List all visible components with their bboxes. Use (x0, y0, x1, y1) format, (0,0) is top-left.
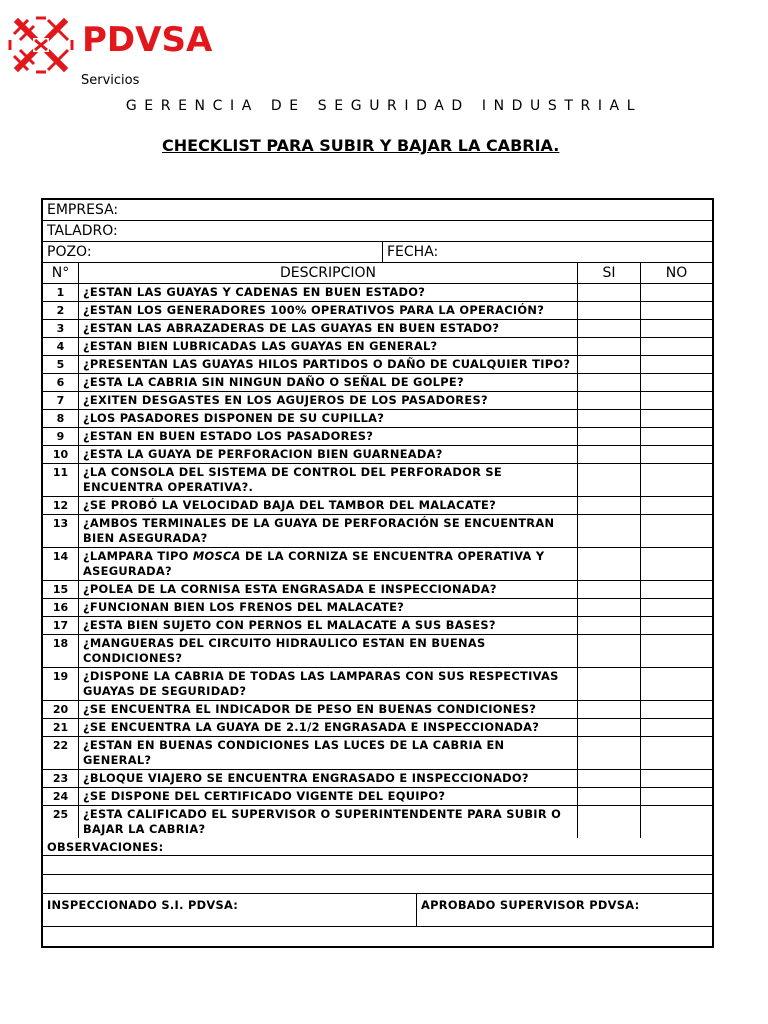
checkbox-no[interactable] (641, 788, 712, 805)
table-row (43, 719, 712, 737)
table-row (43, 374, 712, 392)
checklist-form (41, 198, 714, 948)
item-number: 24 (43, 788, 79, 805)
checkbox-no[interactable] (641, 374, 712, 391)
item-description: ¿ESTA BIEN SUJETO CON PERNOS EL MALACATE A SUS BASES? (79, 617, 578, 634)
checkbox-si[interactable] (578, 446, 641, 463)
aprobado-field[interactable]: APROBADO SUPERVISOR PDVSA: (421, 898, 640, 912)
item-number: 19 (43, 668, 79, 700)
table-row (43, 770, 712, 788)
item-number: 20 (43, 701, 79, 718)
table-row (43, 701, 712, 719)
pozo-fecha-row (43, 242, 712, 263)
checkbox-si[interactable] (578, 374, 641, 391)
checkbox-si[interactable] (578, 515, 641, 547)
item-number: 7 (43, 392, 79, 409)
table-row (43, 581, 712, 599)
item-description: ¿SE PROBÓ LA VELOCIDAD BAJA DEL TAMBOR DEL MALACATE? (79, 497, 578, 514)
item-number: 15 (43, 581, 79, 598)
item-description: ¿LA CONSOLA DEL SISTEMA DE CONTROL DEL PERFORADOR SE ENCUENTRA OPERATIVA?. (79, 464, 578, 496)
item-description-emphasis: MOSCA (192, 549, 241, 563)
document-title (162, 136, 559, 155)
checkbox-no[interactable] (641, 806, 712, 838)
item-number: 6 (43, 374, 79, 391)
checkbox-no[interactable] (641, 548, 712, 580)
item-description: ¿DISPONE LA CABRIA DE TODAS LAS LAMPARAS CON SUS RESPECTIVAS GUAYAS DE SEGURIDAD? (79, 668, 578, 700)
item-number: 12 (43, 497, 79, 514)
table-row (43, 464, 712, 497)
checkbox-si[interactable] (578, 428, 641, 445)
item-description: ¿PRESENTAN LAS GUAYAS HILOS PARTIDOS O DAÑO DE CUALQUIER TIPO? (79, 356, 578, 373)
signature-row (43, 894, 712, 927)
item-number: 1 (43, 284, 79, 301)
item-number: 10 (43, 446, 79, 463)
checkbox-no[interactable] (641, 392, 712, 409)
checkbox-no[interactable] (641, 464, 712, 496)
checkbox-no[interactable] (641, 701, 712, 718)
table-row (43, 635, 712, 668)
inspeccionado-field[interactable]: INSPECCIONADO S.I. PDVSA: (43, 894, 417, 926)
checkbox-no[interactable] (641, 719, 712, 736)
item-number: 25 (43, 806, 79, 838)
checkbox-si[interactable] (578, 497, 641, 514)
table-row (43, 356, 712, 374)
checkbox-si[interactable] (578, 599, 641, 616)
checkbox-no[interactable] (641, 320, 712, 337)
item-number: 16 (43, 599, 79, 616)
item-number: 23 (43, 770, 79, 787)
document-title-text: CHECKLIST PARA SUBIR Y BAJAR LA CABRIA. (162, 136, 560, 155)
pdvsa-logo (8, 14, 248, 76)
checkbox-si[interactable] (578, 668, 641, 700)
item-description: ¿LOS PASADORES DISPONEN DE SU CUPILLA? (79, 410, 578, 427)
taladro-field[interactable]: TALADRO: (47, 223, 118, 239)
checkbox-no[interactable] (641, 581, 712, 598)
observaciones-line-2[interactable] (43, 875, 712, 894)
item-description: ¿ESTA LA GUAYA DE PERFORACION BIEN GUARNEADA? (79, 446, 578, 463)
observaciones-line-1[interactable] (43, 856, 712, 875)
item-number: 21 (43, 719, 79, 736)
checkbox-si[interactable] (578, 284, 641, 301)
table-row (43, 788, 712, 806)
brand-name: PDVSA (82, 20, 213, 60)
checkbox-no[interactable] (641, 515, 712, 547)
pdvsa-sun-icon (8, 14, 74, 76)
column-header-si: SI (578, 263, 641, 283)
item-number: 13 (43, 515, 79, 547)
checkbox-no[interactable] (641, 599, 712, 616)
brand-subtitle: Servicios (81, 73, 140, 88)
checkbox-si[interactable] (578, 320, 641, 337)
checkbox-si[interactable] (578, 737, 641, 769)
table-row (43, 338, 712, 356)
department-heading: GERENCIA DE SEGURIDAD INDUSTRIAL (125, 98, 643, 114)
checkbox-si[interactable] (578, 410, 641, 427)
checkbox-si[interactable] (578, 806, 641, 838)
checkbox-si[interactable] (578, 635, 641, 667)
item-description: ¿FUNCIONAN BIEN LOS FRENOS DEL MALACATE? (79, 599, 578, 616)
item-description: ¿SE ENCUENTRA LA GUAYA DE 2.1/2 ENGRASADA E INSPECCIONADA? (79, 719, 578, 736)
item-description: ¿POLEA DE LA CORNISA ESTA ENGRASADA E INSPECCIONADA? (79, 581, 578, 598)
checkbox-no[interactable] (641, 410, 712, 427)
item-description: ¿ESTAN BIEN LUBRICADAS LAS GUAYAS EN GENERAL? (79, 338, 578, 355)
checkbox-si[interactable] (578, 617, 641, 634)
empresa-row (43, 200, 712, 221)
checkbox-no[interactable] (641, 428, 712, 445)
column-header-no: NO (665, 265, 688, 281)
table-row (43, 410, 712, 428)
item-number: 11 (43, 464, 79, 496)
checkbox-si[interactable] (578, 464, 641, 496)
checkbox-si[interactable] (578, 338, 641, 355)
checkbox-si[interactable] (578, 719, 641, 736)
checkbox-si[interactable] (578, 392, 641, 409)
item-description: ¿SE DISPONE DEL CERTIFICADO VIGENTE DEL EQUIPO? (79, 788, 578, 805)
item-description: ¿ESTAN EN BUENAS CONDICIONES LAS LUCES DE LA CABRIA EN GENERAL? (79, 737, 578, 769)
table-row (43, 737, 712, 770)
checkbox-no[interactable] (641, 497, 712, 514)
item-description: ¿MANGUERAS DEL CIRCUITO HIDRAULICO ESTAN EN BUENAS CONDICIONES? (79, 635, 578, 667)
table-row (43, 548, 712, 581)
checkbox-si[interactable] (578, 701, 641, 718)
item-number: 8 (43, 410, 79, 427)
checkbox-no[interactable] (641, 284, 712, 301)
table-row (43, 320, 712, 338)
table-row (43, 668, 712, 701)
pozo-field[interactable]: POZO: (43, 242, 383, 262)
checkbox-no[interactable] (641, 635, 712, 667)
item-description-part: ¿LAMPARA TIPO (83, 549, 193, 563)
checkbox-no[interactable] (641, 338, 712, 355)
table-row (43, 806, 712, 838)
table-row (43, 617, 712, 635)
column-header-description: DESCRIPCION (79, 263, 578, 283)
observaciones-row (43, 838, 712, 856)
checkbox-si[interactable] (578, 356, 641, 373)
checkbox-no[interactable] (641, 668, 712, 700)
checkbox-no[interactable] (641, 737, 712, 769)
column-header-number: N° (43, 263, 79, 283)
checkbox-no[interactable] (641, 446, 712, 463)
item-description: ¿ESTAN EN BUEN ESTADO LOS PASADORES? (79, 428, 578, 445)
item-number: 2 (43, 302, 79, 319)
item-number: 4 (43, 338, 79, 355)
checkbox-si[interactable] (578, 302, 641, 319)
item-description: ¿ESTAN LAS GUAYAS Y CADENAS EN BUEN ESTADO? (79, 284, 578, 301)
item-number: 5 (43, 356, 79, 373)
checkbox-si[interactable] (578, 581, 641, 598)
fecha-field[interactable]: FECHA: (387, 244, 439, 260)
item-description (79, 548, 578, 580)
table-row (43, 392, 712, 410)
checkbox-si[interactable] (578, 770, 641, 787)
table-row (43, 599, 712, 617)
table-row (43, 284, 712, 302)
checkbox-no[interactable] (641, 302, 712, 319)
checkbox-si[interactable] (578, 548, 641, 580)
table-row (43, 497, 712, 515)
item-number: 22 (43, 737, 79, 769)
table-row (43, 428, 712, 446)
item-description: ¿BLOQUE VIAJERO SE ENCUENTRA ENGRASADO E INSPECCIONADO? (79, 770, 578, 787)
item-description-text (83, 549, 573, 579)
item-description: ¿ESTA CALIFICADO EL SUPERVISOR O SUPERINTENDENTE PARA SUBIR O BAJAR LA CABRIA? (79, 806, 578, 838)
table-row (43, 302, 712, 320)
item-number: 3 (43, 320, 79, 337)
item-description: ¿ESTAN LAS ABRAZADERAS DE LAS GUAYAS EN BUEN ESTADO? (79, 320, 578, 337)
observaciones-label: OBSERVACIONES: (47, 839, 164, 854)
checkbox-no[interactable] (641, 770, 712, 787)
item-description: ¿ESTA LA CABRIA SIN NINGUN DAÑO O SEÑAL DE GOLPE? (79, 374, 578, 391)
table-row (43, 446, 712, 464)
item-description-part: DE LA CORNIZA SE ENCUENTRA OPERATIVA Y ASEGURADA? (83, 549, 545, 578)
item-description: ¿SE ENCUENTRA EL INDICADOR DE PESO EN BUENAS CONDICIONES? (79, 701, 578, 718)
taladro-row (43, 221, 712, 242)
checkbox-no[interactable] (641, 617, 712, 634)
item-description: ¿ESTAN LOS GENERADORES 100% OPERATIVOS PARA LA OPERACIÓN? (79, 302, 578, 319)
empresa-field[interactable]: EMPRESA: (47, 202, 119, 218)
item-number: 18 (43, 635, 79, 667)
table-header (43, 263, 712, 284)
item-number: 17 (43, 617, 79, 634)
item-description: ¿AMBOS TERMINALES DE LA GUAYA DE PERFORACIÓN SE ENCUENTRAN BIEN ASEGURADA? (79, 515, 578, 547)
checkbox-no[interactable] (641, 356, 712, 373)
checklist-items (43, 284, 712, 838)
signature-line[interactable] (43, 927, 712, 946)
item-number: 14 (43, 548, 79, 580)
item-number: 9 (43, 428, 79, 445)
checkbox-si[interactable] (578, 788, 641, 805)
table-row (43, 515, 712, 548)
item-description: ¿EXITEN DESGASTES EN LOS AGUJEROS DE LOS PASADORES? (79, 392, 578, 409)
